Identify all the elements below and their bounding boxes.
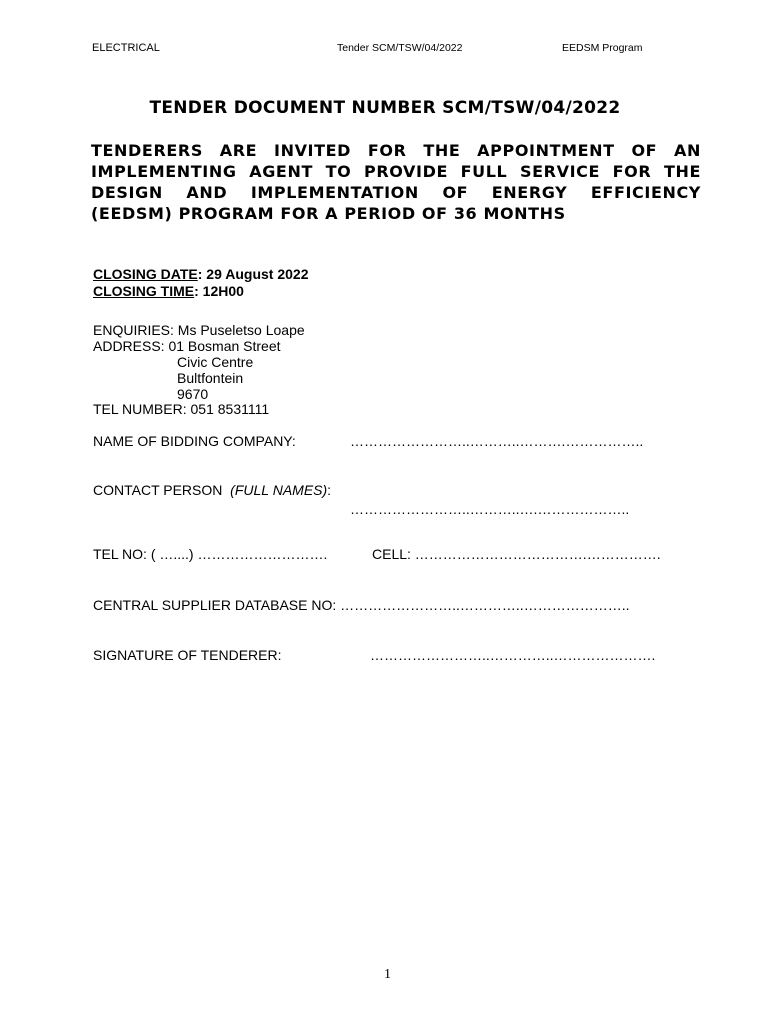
closing-date-value: : 29 August 2022 bbox=[197, 266, 309, 282]
closing-time bbox=[93, 283, 244, 299]
closing-time-label: CLOSING TIME bbox=[93, 283, 195, 299]
address-line: 9670 bbox=[177, 386, 209, 402]
closing-date-label: CLOSING DATE bbox=[93, 266, 198, 282]
invitation-line: IMPLEMENTING AGENT TO PROVIDE FULL SERVICE FOR THE bbox=[91, 162, 701, 181]
cell-field[interactable]: CELL: ……………………………….……………. bbox=[372, 546, 661, 562]
contact-person-colon: : bbox=[327, 482, 332, 498]
document-title: TENDER DOCUMENT NUMBER SCM/TSW/04/2022 bbox=[149, 98, 621, 118]
invitation-paragraph bbox=[91, 140, 701, 224]
enquiries-line: ENQUIRIES: Ms Puseletso Loape bbox=[93, 322, 305, 338]
invitation-line: DESIGN AND IMPLEMENTATION OF ENERGY EFFICIENCY bbox=[91, 183, 701, 202]
tel-no-field[interactable]: TEL NO: ( …....) ………………………. bbox=[93, 546, 328, 562]
contact-person-field[interactable]: ……………………..………..….……………….. bbox=[350, 501, 630, 517]
contact-person-label bbox=[93, 482, 331, 498]
signature-label: SIGNATURE OF TENDERER: bbox=[93, 647, 282, 663]
invitation-line: (EEDSM) PROGRAM FOR A PERIOD OF 36 MONTHS bbox=[91, 204, 566, 223]
address-line: Bultfontein bbox=[177, 370, 244, 386]
address-line: Civic Centre bbox=[177, 354, 254, 370]
tel-number-line: TEL NUMBER: 051 8531111 bbox=[93, 401, 270, 417]
address-line: ADDRESS: 01 Bosman Street bbox=[93, 338, 281, 354]
signature-field[interactable]: ……………………..…………..…………………. bbox=[370, 647, 656, 663]
header-tender-number: Tender SCM/TSW/04/2022 bbox=[337, 42, 463, 54]
closing-date bbox=[93, 266, 309, 282]
bidding-company-label: NAME OF BIDDING COMPANY: bbox=[93, 433, 296, 449]
header-left-label: ELECTRICAL bbox=[92, 42, 160, 54]
central-supplier-database-field[interactable]: CENTRAL SUPPLIER DATABASE NO: ……………………..…………..………………….. bbox=[93, 597, 630, 613]
bidding-company-field[interactable]: ……………………..………..……….…………….. bbox=[350, 433, 644, 449]
invitation-line: TENDERERS ARE INVITED FOR THE APPOINTMENT OF AN bbox=[91, 141, 701, 160]
closing-time-value: : 12H00 bbox=[194, 283, 244, 299]
page-number: 1 bbox=[384, 967, 391, 982]
contact-person-hint: (FULL NAMES) bbox=[230, 482, 328, 498]
contact-person-label-text: CONTACT PERSON bbox=[93, 482, 223, 498]
header-program-label: EEDSM Program bbox=[562, 42, 643, 54]
